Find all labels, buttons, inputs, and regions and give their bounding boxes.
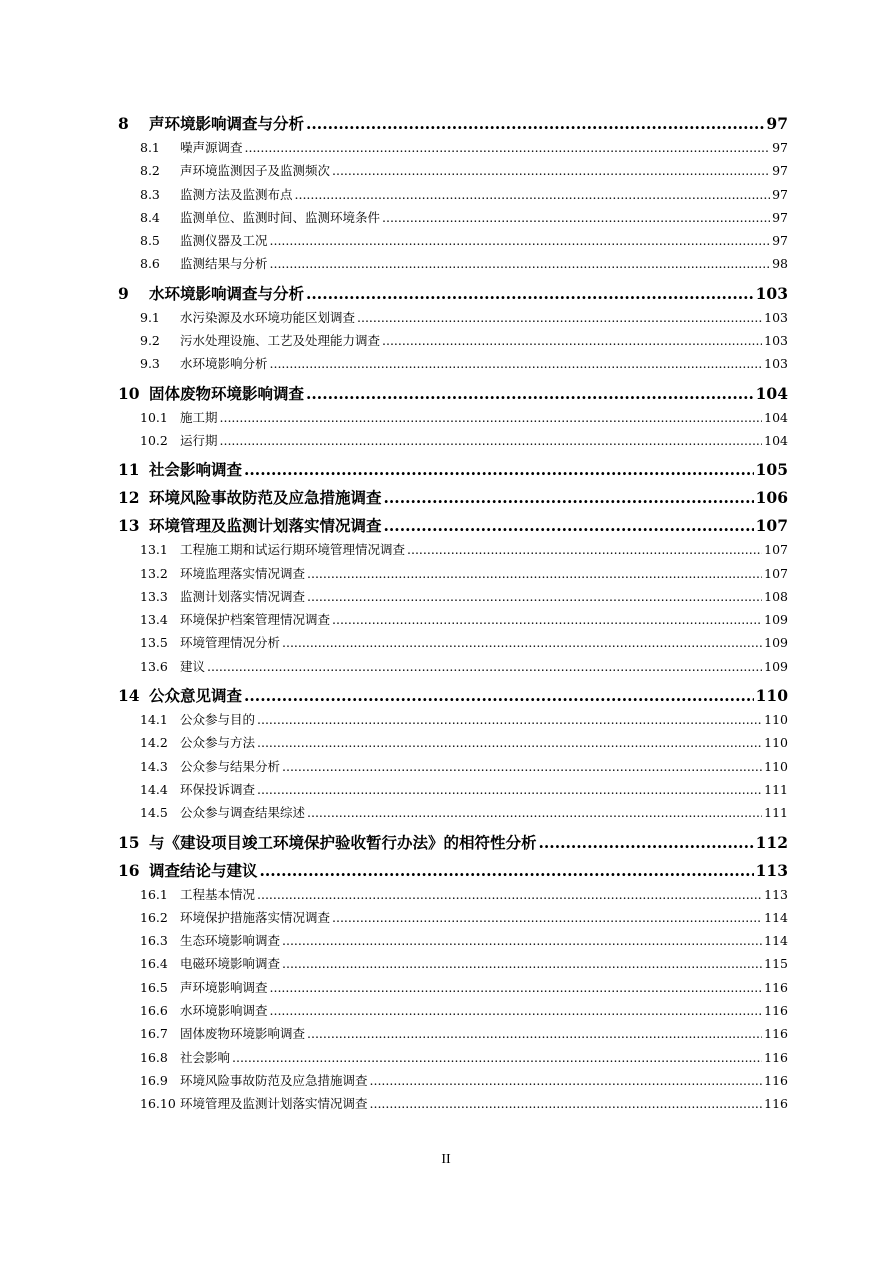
toc-section-entry[interactable]: [118, 231, 788, 254]
toc-entry-title: 水环境影响调查与分析: [149, 283, 305, 303]
toc-section-entry[interactable]: [118, 1048, 788, 1071]
toc-entry-page: 114: [764, 909, 788, 925]
toc-entry-number: 10.1: [140, 409, 168, 425]
toc-section-entry[interactable]: [118, 331, 788, 354]
toc-entry-number: 16.5: [140, 979, 168, 995]
toc-entry-number: 14: [118, 686, 140, 706]
toc-entry-number: 14.2: [140, 735, 168, 751]
toc-entry-page: 116: [764, 1026, 788, 1042]
toc-entry-title: 公众参与调查结果综述: [180, 805, 306, 821]
toc-entry-number: 11: [118, 460, 140, 480]
toc-entry-title: 声环境影响调查与分析: [149, 114, 305, 133]
toc-section-entry[interactable]: [118, 1094, 788, 1117]
toc-entry-title: 社会影响调查: [149, 460, 243, 480]
toc-dot-leader: [220, 410, 763, 425]
toc-entry-page: 109: [764, 635, 788, 651]
toc-dot-leader: [307, 805, 762, 820]
toc-dot-leader: [257, 735, 762, 750]
toc-section-entry[interactable]: [118, 540, 788, 563]
toc-entry-number: 13.4: [140, 612, 168, 628]
toc-entry-page: 98: [772, 256, 788, 272]
toc-section-entry[interactable]: [118, 610, 788, 633]
toc-entry-title: 社会影响: [180, 1049, 231, 1065]
toc-section-entry[interactable]: [118, 803, 788, 826]
toc-chapter-entry[interactable]: [118, 859, 788, 883]
toc-entry-page: 113: [764, 886, 788, 902]
toc-entry-number: 16.10: [140, 1096, 176, 1112]
toc-dot-leader: [232, 1050, 762, 1065]
toc-chapter-entry[interactable]: [118, 382, 788, 406]
toc-section-entry[interactable]: [118, 208, 788, 231]
toc-entry-title: 建议: [180, 658, 206, 674]
toc-entry-title: 噪声源调查: [180, 140, 243, 155]
toc-entry-number: 16.3: [140, 933, 168, 949]
toc-section-entry[interactable]: [118, 657, 788, 680]
toc-entry-number: 16.8: [140, 1049, 168, 1065]
toc-entry-page: 104: [764, 409, 788, 425]
toc-dot-leader: [384, 488, 754, 507]
toc-dot-leader: [370, 1073, 763, 1088]
toc-entry-number: 15: [118, 832, 140, 852]
toc-chapter-entry[interactable]: [118, 684, 788, 708]
toc-entry-title: 电磁环境影响调查: [180, 956, 281, 972]
toc-entry-title: 调查结论与建议: [149, 860, 258, 880]
toc-dot-leader: [306, 284, 754, 303]
toc-entry-page: 103: [764, 333, 788, 349]
toc-entry-number: 9.2: [140, 333, 160, 349]
toc-entry-title: 环境风险事故防范及应急措施调查: [149, 488, 382, 508]
toc-dot-leader: [382, 210, 770, 225]
toc-entry-title: 运行期: [180, 432, 218, 448]
toc-section-entry[interactable]: [118, 1001, 788, 1024]
toc-entry-number: 13.2: [140, 565, 168, 581]
toc-dot-leader: [332, 163, 770, 178]
toc-entry-title: 监测计划落实情况调查: [180, 588, 306, 604]
toc-entry-number: 13: [118, 516, 140, 536]
toc-entry-title: 施工期: [180, 409, 218, 425]
toc-entry-page: 107: [764, 565, 788, 581]
toc-dot-leader: [270, 233, 771, 248]
toc-entry-title: 固体废物环境影响调查: [180, 1026, 306, 1042]
toc-entry-title: 工程施工期和试运行期环境管理情况调查: [180, 542, 406, 558]
toc-entry-title: 环境监理落实情况调查: [180, 565, 306, 581]
toc-dot-leader: [207, 659, 762, 674]
toc-section-entry[interactable]: [118, 954, 788, 977]
toc-section-entry[interactable]: [118, 780, 788, 803]
toc-entry-title: 生态环境影响调查: [180, 933, 281, 949]
toc-entry-page: 116: [764, 979, 788, 995]
toc-entry-page: 116: [764, 1096, 788, 1112]
toc-entry-title: 监测单位、监测时间、监测环境条件: [180, 209, 381, 225]
toc-dot-leader: [332, 910, 762, 925]
toc-entry-page: 105: [755, 460, 788, 480]
toc-entry-number: 13.6: [140, 658, 168, 674]
toc-section-entry[interactable]: [118, 733, 788, 756]
toc-entry-page: 116: [764, 1072, 788, 1088]
toc-entry-title: 监测仪器及工况: [180, 233, 268, 249]
toc-dot-leader: [332, 612, 762, 627]
toc-entry-title: 水环境影响分析: [180, 356, 268, 372]
toc-dot-leader: [270, 1003, 763, 1018]
toc-entry-number: 14.1: [140, 712, 168, 728]
toc-entry-title: 水环境影响调查: [180, 1003, 268, 1019]
toc-section-entry[interactable]: [118, 885, 788, 908]
toc-entry-number: 8.4: [140, 209, 160, 225]
toc-dot-leader: [282, 635, 762, 650]
toc-entry-title: 固体废物环境影响调查: [149, 383, 305, 403]
toc-entry-page: 110: [764, 735, 788, 751]
toc-entry-number: 8.1: [140, 140, 160, 155]
toc-entry-title: 监测结果与分析: [180, 256, 268, 272]
toc-entry-page: 116: [764, 1003, 788, 1019]
toc-section-entry[interactable]: [118, 308, 788, 331]
toc-entry-title: 环境保护措施落实情况调查: [180, 909, 331, 925]
toc-section-entry[interactable]: [118, 908, 788, 931]
toc-entry-number: 14.4: [140, 781, 168, 797]
toc-entry-page: 116: [764, 1049, 788, 1065]
toc-entry-number: 14.5: [140, 805, 168, 821]
toc-chapter-entry[interactable]: [118, 831, 788, 855]
toc-entry-page: 111: [764, 781, 788, 797]
toc-entry-page: 103: [755, 283, 788, 303]
page-number: II: [441, 1152, 451, 1167]
table-of-contents: [118, 108, 788, 1118]
toc-entry-title: 环境管理及监测计划落实情况调查: [180, 1096, 368, 1112]
toc-section-entry[interactable]: [118, 757, 788, 780]
toc-entry-title: 与《建设项目竣工环境保护验收暂行办法》的相符性分析: [149, 832, 537, 852]
toc-dot-leader: [357, 310, 762, 325]
toc-section-entry[interactable]: [118, 408, 788, 431]
toc-entry-page: 107: [755, 516, 788, 536]
toc-section-entry[interactable]: [118, 710, 788, 733]
toc-entry-page: 106: [755, 488, 788, 508]
toc-entry-page: 109: [764, 658, 788, 674]
toc-chapter-entry[interactable]: [118, 486, 788, 510]
toc-entry-title: 公众意见调查: [149, 686, 243, 706]
toc-section-entry[interactable]: [118, 185, 788, 208]
toc-entry-number: 8.3: [140, 186, 160, 202]
toc-entry-number: 13.1: [140, 542, 168, 558]
toc-dot-leader: [282, 933, 762, 948]
toc-section-entry[interactable]: [118, 587, 788, 610]
toc-section-entry[interactable]: [118, 633, 788, 656]
toc-entry-number: 9: [118, 283, 129, 303]
toc-chapter-entry[interactable]: [118, 458, 788, 482]
toc-entry-page: 97: [772, 209, 788, 225]
toc-entry-title: 监测方法及监测布点: [180, 186, 293, 202]
toc-entry-number: 16.6: [140, 1003, 168, 1019]
toc-entry-page: 109: [764, 612, 788, 628]
toc-entry-number: 16.2: [140, 909, 168, 925]
toc-entry-page: 111: [764, 805, 788, 821]
toc-entry-page: 103: [764, 309, 788, 325]
toc-entry-page: 103: [764, 356, 788, 372]
toc-dot-leader: [245, 140, 771, 155]
toc-dot-leader: [260, 861, 754, 880]
toc-entry-page: 114: [764, 933, 788, 949]
toc-entry-number: 16.4: [140, 956, 168, 972]
toc-dot-leader: [539, 833, 754, 852]
toc-entry-title: 公众参与目的: [180, 712, 256, 728]
toc-entry-page: 115: [764, 956, 788, 972]
toc-dot-leader: [244, 460, 754, 479]
toc-entry-number: 10: [118, 383, 140, 403]
toc-section-entry[interactable]: [118, 254, 788, 277]
toc-dot-leader: [407, 542, 762, 557]
toc-entry-number: 14.3: [140, 758, 168, 774]
toc-section-entry[interactable]: [118, 1024, 788, 1047]
toc-entry-title: 环境管理情况分析: [180, 635, 281, 651]
toc-chapter-entry[interactable]: [118, 282, 788, 306]
toc-entry-page: 97: [766, 114, 788, 133]
toc-chapter-entry[interactable]: [118, 514, 788, 538]
toc-dot-leader: [282, 956, 762, 971]
toc-section-entry[interactable]: [118, 1071, 788, 1094]
toc-dot-leader: [220, 433, 763, 448]
toc-entry-number: 10.2: [140, 432, 168, 448]
toc-entry-title: 环保投诉调查: [180, 781, 256, 797]
toc-entry-page: 110: [764, 758, 788, 774]
toc-section-entry[interactable]: [118, 931, 788, 954]
toc-entry-page: 97: [772, 140, 788, 155]
toc-dot-leader: [270, 356, 763, 371]
toc-dot-leader: [257, 782, 762, 797]
toc-entry-page: 97: [772, 163, 788, 179]
toc-entry-number: 9.3: [140, 356, 160, 372]
toc-section-entry[interactable]: [118, 354, 788, 377]
toc-entry-title: 污水处理设施、工艺及处理能力调查: [180, 333, 381, 349]
toc-entry-title: 环境风险事故防范及应急措施调查: [180, 1072, 368, 1088]
toc-entry-page: 110: [764, 712, 788, 728]
toc-entry-title: 公众参与结果分析: [180, 758, 281, 774]
toc-dot-leader: [270, 980, 763, 995]
toc-dot-leader: [295, 187, 771, 202]
toc-section-entry[interactable]: [118, 564, 788, 587]
toc-entry-title: 工程基本情况: [180, 886, 256, 902]
toc-entry-title: 声环境影响调查: [180, 979, 268, 995]
toc-dot-leader: [257, 712, 762, 727]
toc-dot-leader: [282, 759, 762, 774]
toc-entry-page: 108: [764, 588, 788, 604]
toc-dot-leader: [306, 114, 764, 133]
toc-dot-leader: [307, 566, 762, 581]
toc-entry-page: 112: [755, 832, 788, 852]
toc-entry-number: 16: [118, 860, 140, 880]
toc-entry-number: 8: [118, 114, 129, 133]
toc-section-entry[interactable]: [118, 431, 788, 454]
toc-entry-number: 8.6: [140, 256, 160, 272]
toc-section-entry[interactable]: [118, 978, 788, 1001]
toc-entry-number: 16.7: [140, 1026, 168, 1042]
toc-chapter-entry[interactable]: [118, 112, 788, 136]
toc-entry-page: 107: [764, 542, 788, 558]
toc-dot-leader: [307, 1026, 762, 1041]
toc-entry-page: 110: [755, 686, 788, 706]
toc-section-entry[interactable]: [118, 138, 788, 161]
toc-entry-page: 97: [772, 233, 788, 249]
toc-entry-number: 13.3: [140, 588, 168, 604]
toc-section-entry[interactable]: [118, 161, 788, 184]
toc-entry-number: 16.9: [140, 1072, 168, 1088]
toc-entry-number: 16.1: [140, 886, 168, 902]
toc-entry-title: 公众参与方法: [180, 735, 256, 751]
toc-dot-leader: [384, 516, 754, 535]
toc-dot-leader: [370, 1096, 763, 1111]
toc-entry-page: 104: [755, 383, 788, 403]
toc-dot-leader: [244, 686, 754, 705]
toc-entry-page: 113: [755, 860, 788, 880]
toc-entry-number: 8.5: [140, 233, 160, 249]
toc-entry-title: 水污染源及水环境功能区划调查: [180, 309, 356, 325]
toc-entry-number: 8.2: [140, 163, 160, 179]
toc-dot-leader: [382, 333, 762, 348]
toc-entry-number: 13.5: [140, 635, 168, 651]
toc-entry-number: 12: [118, 488, 140, 508]
toc-entry-number: 9.1: [140, 309, 160, 325]
toc-entry-title: 声环境监测因子及监测频次: [180, 163, 331, 179]
toc-entry-page: 104: [764, 432, 788, 448]
toc-dot-leader: [257, 887, 762, 902]
toc-entry-page: 97: [772, 186, 788, 202]
toc-dot-leader: [270, 256, 771, 271]
toc-dot-leader: [307, 589, 762, 604]
toc-entry-title: 环境管理及监测计划落实情况调查: [149, 516, 382, 536]
toc-dot-leader: [306, 384, 754, 403]
toc-entry-title: 环境保护档案管理情况调查: [180, 612, 331, 628]
